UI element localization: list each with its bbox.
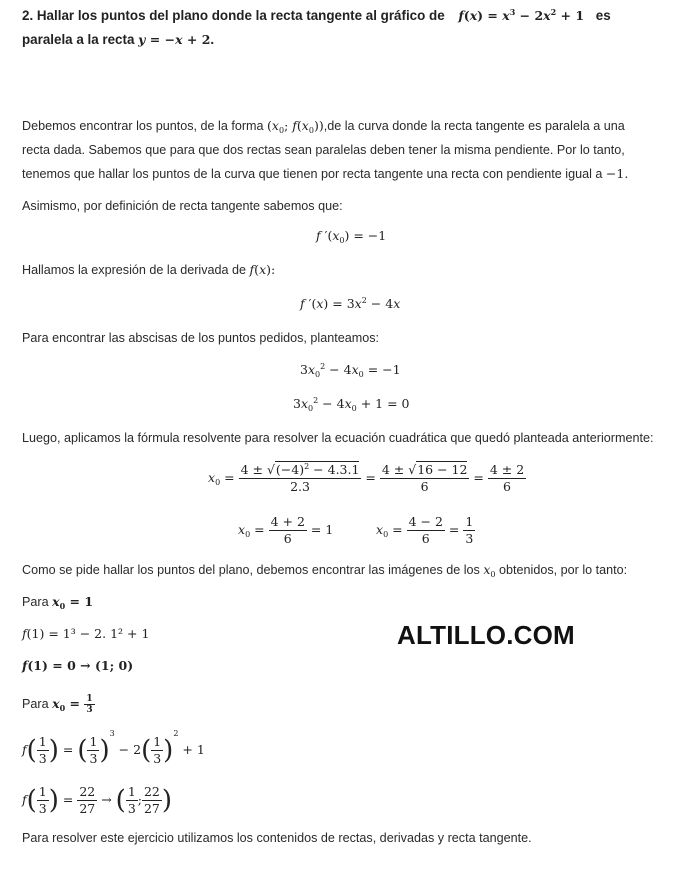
equation-quadratic-1: $3x_0^2 - 4x_0 = -1$ [300,362,401,379]
slope-value: −1. [605,166,629,181]
f1-computation: f(1) = 1³ − 2. 1² + 1 [22,626,150,641]
derivative-intro [22,258,275,282]
case-1-para: Para [22,595,49,609]
title-line1-text: 2. Hallar los puntos del plano donde la recta tangente al gráfico de [22,8,445,23]
title-period: . [210,32,215,47]
title-line2-text: paralela a la recta [22,32,135,47]
closing-text: Para resolver este ejercicio utilizamos los contenidos de rectas, derivadas y recta tangente. [22,831,532,845]
equation-fprime-x0: f $'(x_0) = -1$ [316,228,387,245]
equation-quadratic-2: $3x_0^2 - 4x_0 + 1 = 0$ [293,396,410,413]
intro-paragraph [22,114,682,186]
f1-eq: 1³ − 2. 1² + 1 [62,626,150,641]
intro-line3 [22,162,682,186]
f1-result: f(1) = 0 → (1; 0) [22,658,134,673]
equation-resolvente: $x_0$ = $\frac{4 \pm √(-4)^2 - 4.3.1}{2.3}$ = $\frac{4 \pm √16 - 12}{6}$ = $\frac{4 \pm 2}{6}$ [208,462,525,494]
result-num: 22 [79,784,96,799]
root-1: $x_0$ = $\frac{4 + 2}{6}$ = 1 [238,514,334,546]
intro-line2: recta dada. Sabemos que para que dos rectas sean paralelas deben tener la misma pendiente. Por lo tanto, [22,143,625,157]
title-function-formula: $f(x) = x^3 - 2x^2 + 1$ [458,7,585,23]
images-intro [22,558,627,582]
definition-text: Asimismo, por definición de recta tangente sabemos que: [22,199,343,213]
derivative-intro-text: Hallamos la expresión de la derivada de [22,263,247,277]
fx-inline: f(x): [249,262,276,277]
frac-resolvente-3: $\frac{4 \pm 2}{6}$ [489,462,525,494]
f-third-computation: f( $\frac{1}{3}$ ) = ( $\frac{1}{3}$ )$^3$ − 2( $\frac{1}{3}$ )$^2$ + 1 [22,729,205,766]
case-1-x0: 1 [84,594,94,609]
x0-inline: $x_0$ [483,562,496,579]
intro-line3-text: tenemos que hallar los puntos de la curva que tienen por recta tangente una recta con pendiente igual a [22,167,603,181]
intro-line1-b: ,de la curva donde la recta tangente es paralela a una [323,119,625,133]
intro-line1 [22,114,682,138]
frac-resolvente-1: $\frac{4 \pm √(-4)^2 - 4.3.1}{2.3}$ [240,462,360,494]
formula-intro: Luego, aplicamos la fórmula resolvente para resolver la ecuación cuadrática que quedó planteada anteriormente: [22,431,654,445]
frac-resolvente-2: $\frac{4 \pm √16 - 12}{6}$ [381,462,468,494]
problem-title [22,4,611,28]
result-den: 27 [79,801,96,816]
root-2: $x_0$ = $\frac{4 - 2}{6}$ = $\frac{1}{3}$ [376,514,474,546]
problem-title-line2 [22,28,214,52]
title-line1-suffix: es [595,8,611,23]
case-1-value: $x_0 = 1$ [52,594,94,611]
case-2-value: $x_0$ = $\frac{1}{3}$ [52,694,93,715]
title-line-formula: y = −x + 2 [138,32,211,47]
case-2-header [22,692,95,716]
point-form-formula: ($x_0$; $f(x_0)$) [267,118,324,135]
equation-derivative: f $'(x) = 3x^2 - 4x$ [300,296,401,311]
case-1-header [22,590,93,614]
altillo-watermark: ALTILLO.COM [397,620,575,650]
case-2-para: Para [22,697,49,711]
images-intro-b: obtenidos, por lo tanto: [499,563,628,577]
f1-result-value: 0 → (1; 0) [67,658,134,673]
intro-line1-a: Debemos encontrar los puntos, de la forma [22,119,264,133]
abscissa-intro: Para encontrar las abscisas de los puntos pedidos, planteamos: [22,331,380,345]
f-third-result: f( $\frac{1}{3}$ ) = $\frac{22}{27}$ → ( $\frac{1}{3}$ ; $\frac{22}{27}$ ) [22,784,173,816]
images-intro-a: Como se pide hallar los puntos del plano, debemos encontrar las imágenes de los [22,563,480,577]
